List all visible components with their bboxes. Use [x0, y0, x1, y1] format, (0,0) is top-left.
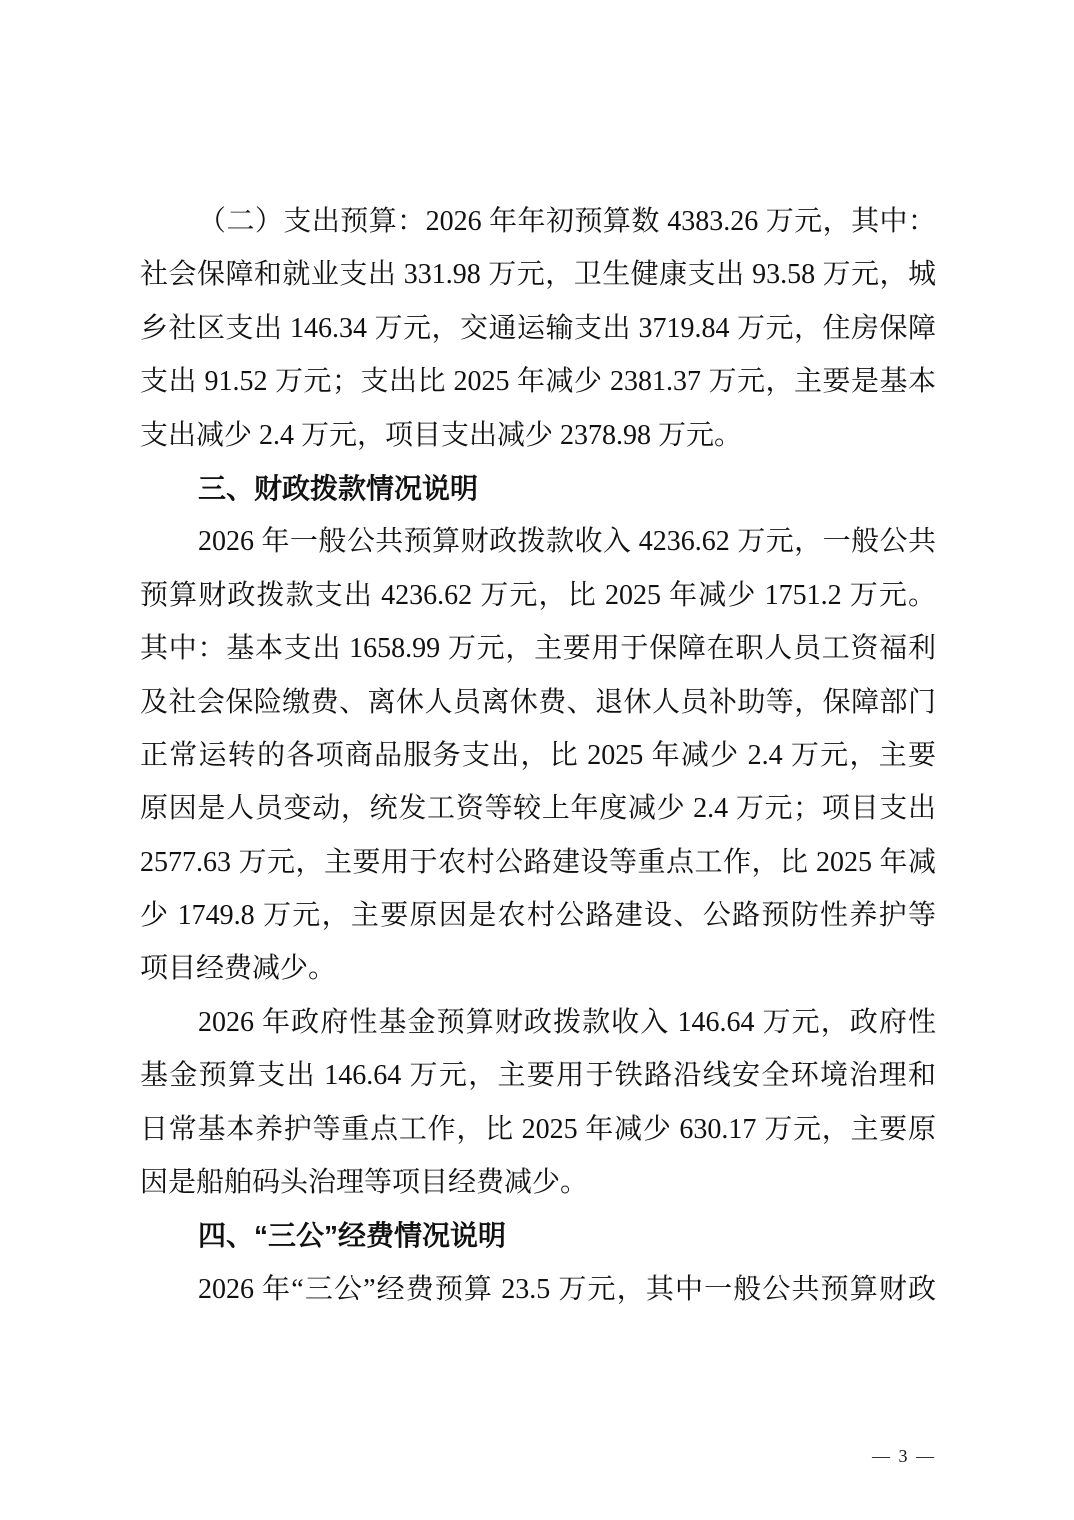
text-line: （二）支出预算：2026 年年初预算数 4383.26 万元，其中：	[198, 206, 936, 237]
section-heading: 四、“三公”经费情况说明	[198, 1220, 507, 1252]
text-line: 2026 年一般公共预算财政拨款收入 4236.62 万元，一般公共	[198, 526, 936, 558]
text-line: 因是船舶码头治理等项目经费减少。	[140, 1167, 589, 1199]
text-line: 及社会保险缴费、离休人员离休费、退休人员补助等，保障部门	[140, 686, 936, 718]
page-number: — 3 —	[872, 1446, 936, 1466]
text-line: 2577.63 万元，主要用于农村公路建设等重点工作，比 2025 年减	[140, 846, 936, 878]
text-line: 社会保障和就业支出 331.98 万元，卫生健康支出 93.58 万元，城	[140, 259, 936, 291]
text-line: 日常基本养护等重点工作，比 2025 年减少 630.17 万元，主要原	[140, 1113, 936, 1145]
text-line: 2026 年政府性基金预算财政拨款收入 146.64 万元，政府性	[198, 1006, 936, 1038]
text-line: 项目经费减少。	[140, 953, 337, 985]
text-line: 正常运转的各项商品服务支出，比 2025 年减少 2.4 万元，主要	[140, 739, 936, 771]
text-line: 基金预算支出 146.64 万元，主要用于铁路沿线安全环境治理和	[140, 1060, 936, 1092]
text-line: 2026 年“三公”经费预算 23.5 万元，其中一般公共预算财政	[198, 1273, 936, 1305]
text-line: 预算财政拨款支出 4236.62 万元，比 2025 年减少 1751.2 万元。	[140, 579, 936, 611]
text-line: 乡社区支出 146.34 万元，交通运输支出 3719.84 万元，住房保障	[140, 312, 936, 344]
text-line: 支出减少 2.4 万元，项目支出减少 2378.98 万元。	[140, 419, 743, 451]
text-line: 其中：基本支出 1658.99 万元，主要用于保障在职人员工资福利	[140, 633, 936, 665]
section-heading: 三、财政拨款情况说明	[198, 472, 479, 504]
text-line: 少 1749.8 万元，主要原因是农村公路建设、公路预防性养护等	[140, 900, 936, 932]
text-line: 原因是人员变动，统发工资等较上年度减少 2.4 万元；项目支出	[140, 793, 936, 825]
text-line: 支出 91.52 万元；支出比 2025 年减少 2381.37 万元，主要是基本	[140, 366, 936, 398]
document-body	[140, 195, 936, 1316]
